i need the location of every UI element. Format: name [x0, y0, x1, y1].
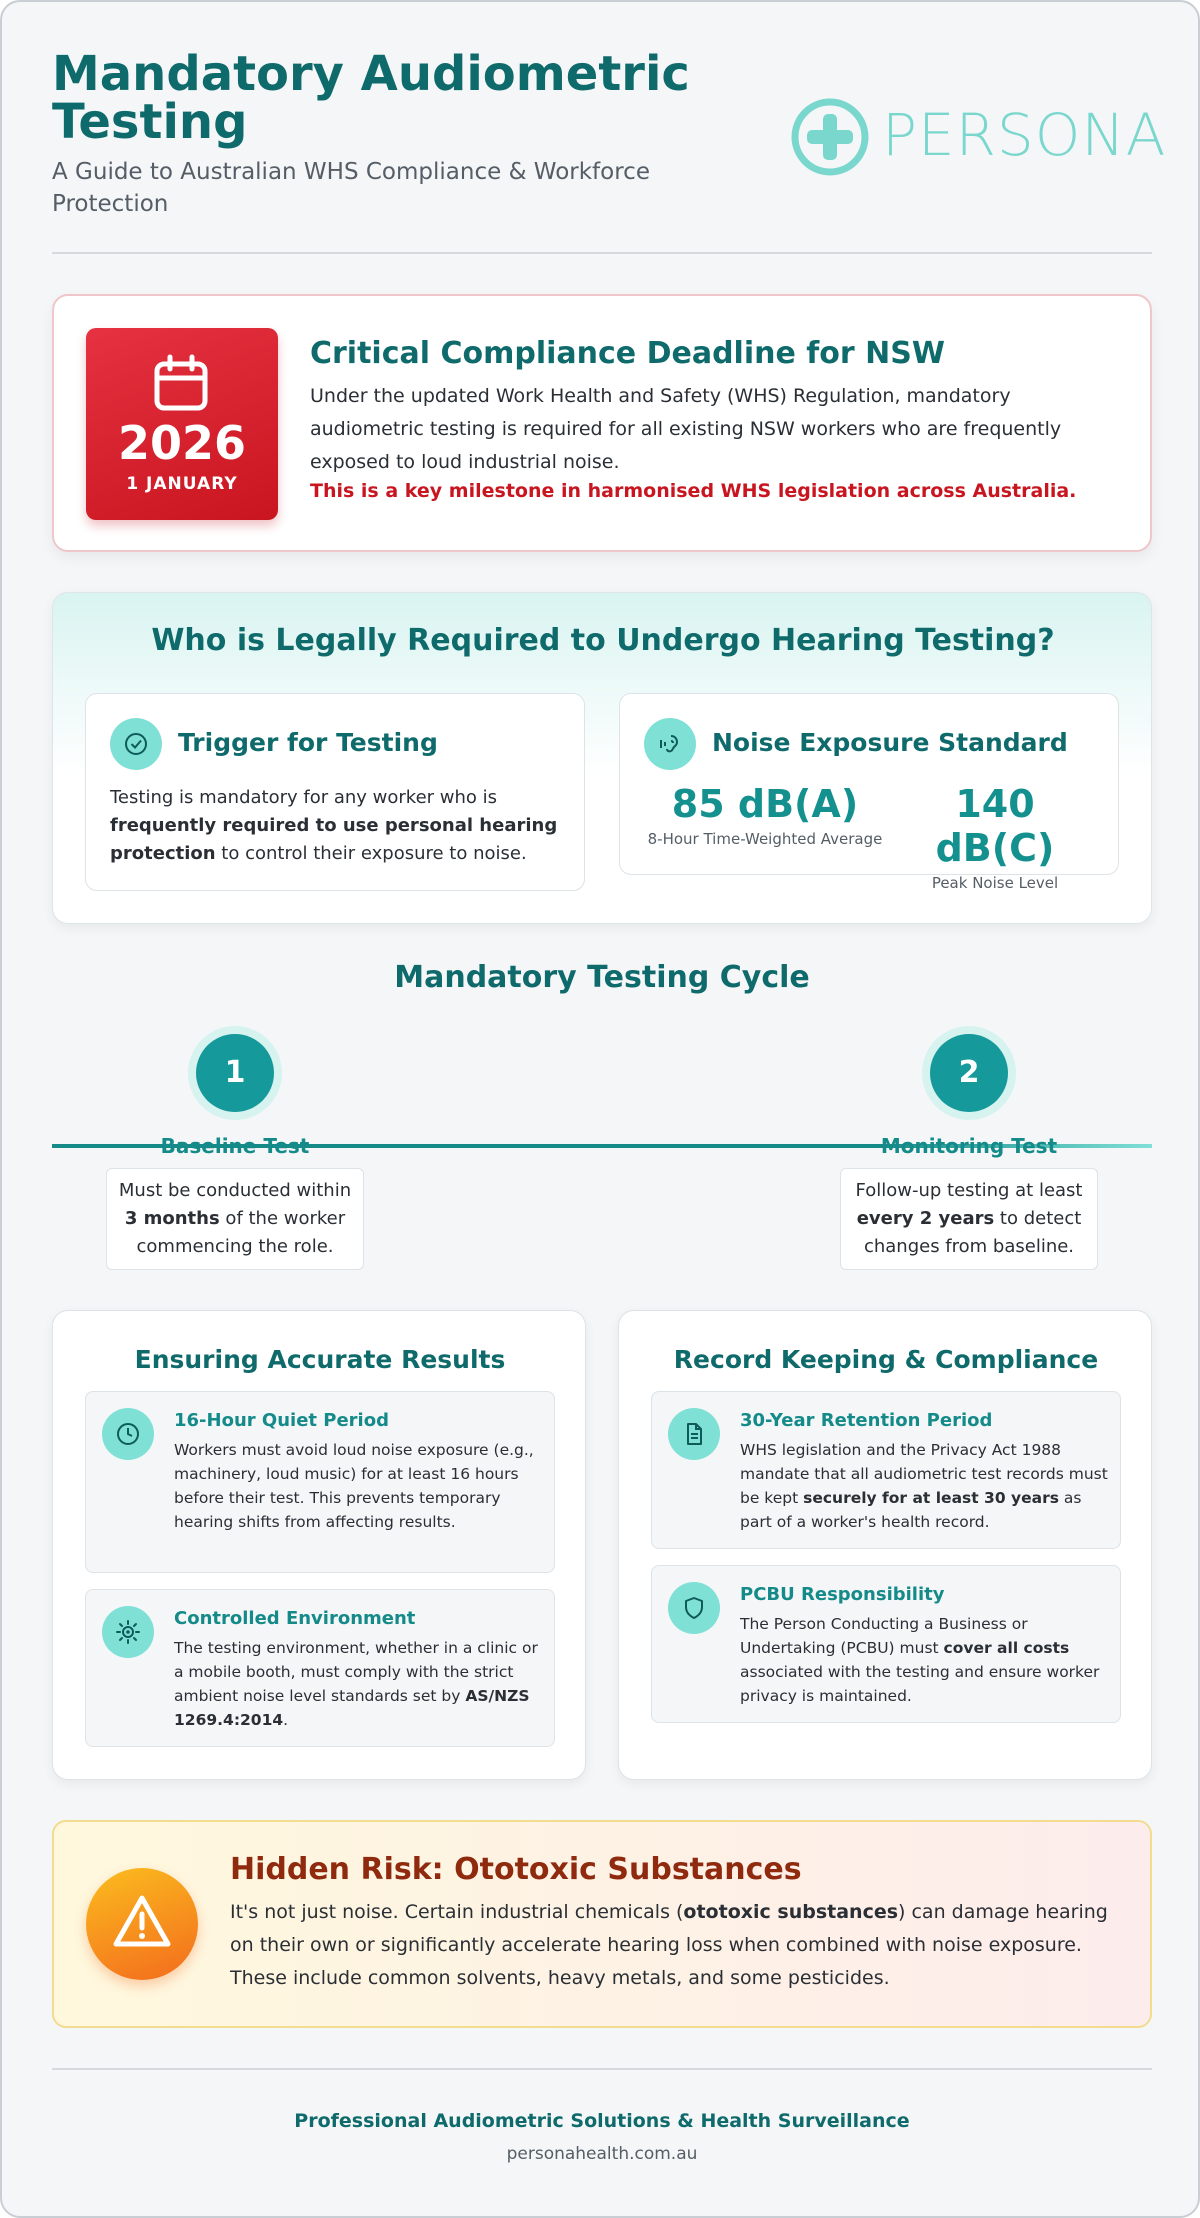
- noise-stat-value: 85 dB(A): [671, 782, 859, 826]
- deadline-day: 1 JANUARY: [126, 474, 238, 494]
- record-keeping-card: [618, 1310, 1152, 1780]
- step-number: 2: [930, 1034, 1008, 1112]
- step-2-label: Monitoring Test: [880, 1134, 1058, 1158]
- risk-heading: Hidden Risk: Ototoxic Substances: [230, 1852, 802, 1887]
- noise-stat-label: Peak Noise Level: [931, 874, 1059, 892]
- pcbu-item: [651, 1565, 1121, 1723]
- controlled-environment-item: [85, 1589, 555, 1747]
- page-title: Mandatory Audiometric Testing: [52, 46, 690, 150]
- quiet-period-item: [85, 1391, 555, 1573]
- clock-icon: [102, 1408, 154, 1460]
- noise-stat-peak: [890, 782, 1100, 892]
- who-heading: Who is Legally Required to Undergo Hearing Testing?: [151, 623, 1055, 658]
- page-subtitle: A Guide to Australian WHS Compliance & Workforce Protection: [52, 159, 650, 217]
- risk-text: It's not just noise. Certain industrial chemicals (ototoxic substances) can damage hearing on their own or significantly accelerate hearing loss when combined with noise exposure. These include common solvents, heavy metals, and some pesticides.: [230, 1901, 1108, 1989]
- persona-logo: [790, 94, 1190, 180]
- deadline-body: Under the updated Work Health and Safety (WHS) Regulation, mandatory audiometric testing is required for all existing NSW workers who are frequently exposed to loud industrial noise.: [310, 385, 1062, 473]
- footer-url[interactable]: personahealth.com.au: [506, 2144, 698, 2164]
- pcbu-title: PCBU Responsibility: [740, 1584, 945, 1605]
- noise-stat-value: 140 dB(C): [935, 782, 1055, 870]
- footer-title: Professional Audiometric Solutions & Health Surveillance: [294, 2110, 910, 2132]
- retention-text: WHS legislation and the Privacy Act 1988 mandate that all audiometric test records must be kept securely for at least 30 years as part of a worker's health record.: [740, 1441, 1108, 1531]
- date-badge: [86, 328, 278, 520]
- header-divider: [52, 252, 1152, 254]
- quiet-period-text: Workers must avoid loud noise exposure (e.g., machinery, loud music) for at least 16 hours before their test. This prevents temporary hearing shifts from affecting results.: [174, 1441, 534, 1531]
- check-circle-icon: [110, 718, 162, 770]
- gear-icon: [102, 1606, 154, 1658]
- cycle-heading: Mandatory Testing Cycle: [394, 960, 810, 995]
- who-section: [52, 592, 1152, 924]
- records-heading: Record Keeping & Compliance: [673, 1345, 1099, 1374]
- noise-stat-label: 8-Hour Time-Weighted Average: [647, 830, 883, 848]
- trigger-text: Testing is mandatory for any worker who is frequently required to use personal hearing protection to control their exposure to noise.: [110, 787, 558, 864]
- retention-item: [651, 1391, 1121, 1549]
- pcbu-text: The Person Conducting a Business or Undertaking (PCBU) must cover all costs associated with the testing and ensure worker privacy is maintained.: [740, 1615, 1100, 1705]
- noise-card: [619, 693, 1119, 892]
- medical-cross-icon: [790, 97, 870, 177]
- shield-icon: [668, 1582, 720, 1634]
- accurate-results-card: [52, 1310, 586, 1780]
- controlled-environment-title: Controlled Environment: [174, 1608, 416, 1629]
- step-1-label: Baseline Test: [160, 1134, 310, 1158]
- logo-text: PERSONA: [882, 101, 1167, 169]
- controlled-environment-text: The testing environment, whether in a clinic or a mobile booth, must comply with the strict ambient noise level standards set by AS/NZS 1269.4:2014.: [174, 1639, 538, 1729]
- step-1-description: Must be conducted within 3 months of the worker commencing the role.: [106, 1168, 364, 1270]
- deadline-year: 2026: [117, 416, 247, 470]
- step-2-description: Follow-up testing at least every 2 years to detect changes from baseline.: [840, 1168, 1098, 1270]
- accurate-heading: Ensuring Accurate Results: [134, 1345, 506, 1374]
- noise-stat-twa: [640, 782, 890, 848]
- deadline-card: [52, 294, 1152, 552]
- deadline-warning: This is a key milestone in harmonised WHS legislation across Australia.: [310, 480, 1077, 502]
- trigger-card: [85, 693, 585, 891]
- warning-icon: [86, 1868, 198, 1980]
- footer-divider: [52, 2068, 1152, 2070]
- deadline-heading: Critical Compliance Deadline for NSW: [310, 336, 945, 371]
- header: [52, 46, 1167, 217]
- document-icon: [668, 1408, 720, 1460]
- step-1-marker: [188, 1026, 282, 1120]
- calendar-icon: [152, 354, 210, 412]
- trigger-title: Trigger for Testing: [178, 728, 438, 757]
- hidden-risk-card: [52, 1820, 1152, 2028]
- step-2-marker: [922, 1026, 1016, 1120]
- noise-title: Noise Exposure Standard: [712, 728, 1068, 757]
- hearing-icon: [644, 718, 696, 770]
- retention-title: 30-Year Retention Period: [740, 1410, 993, 1431]
- quiet-period-title: 16-Hour Quiet Period: [174, 1410, 389, 1431]
- step-number: 1: [196, 1034, 274, 1112]
